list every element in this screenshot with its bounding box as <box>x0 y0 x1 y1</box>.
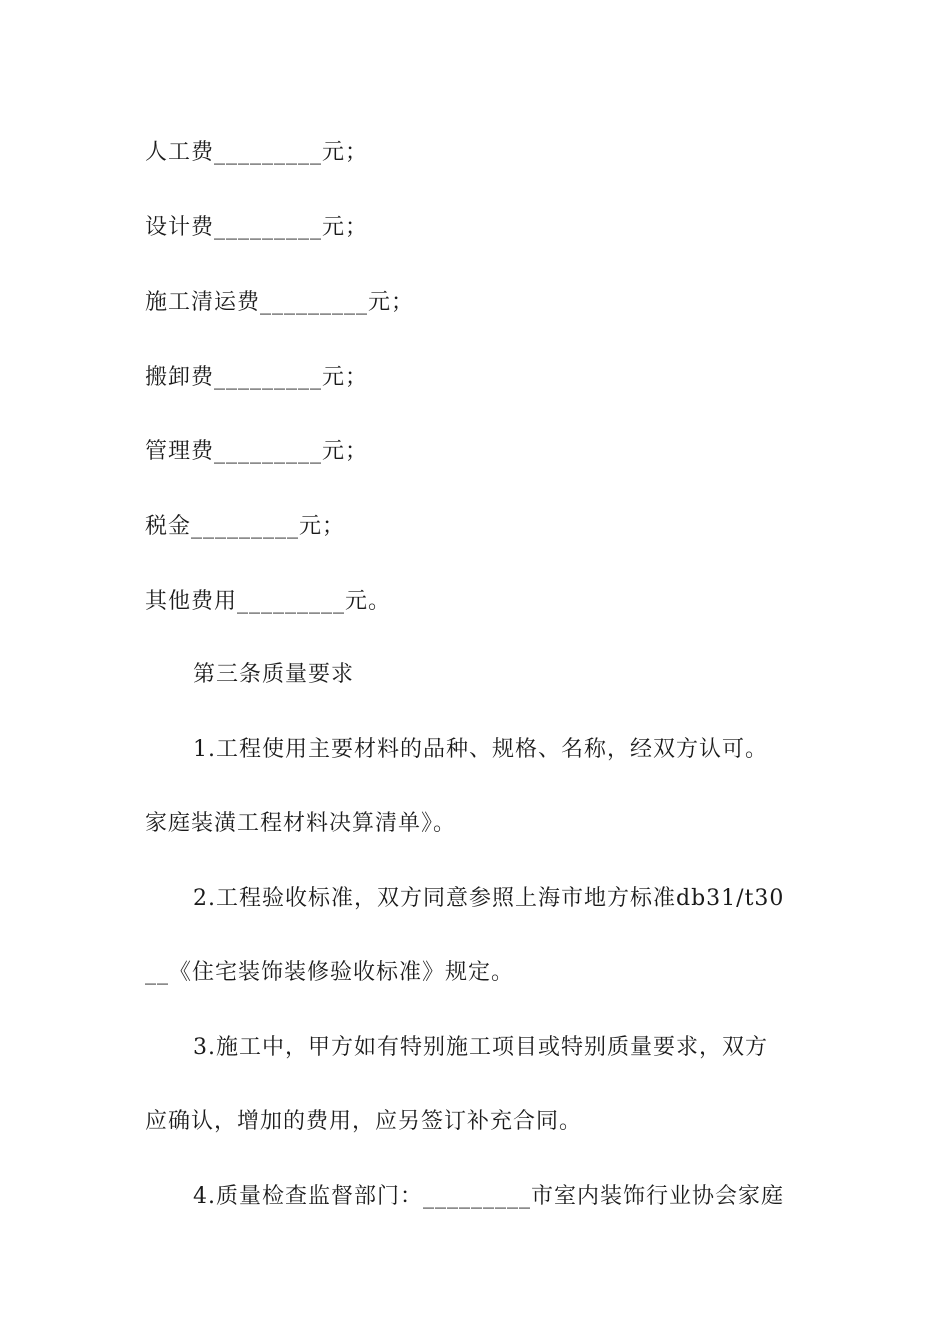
fee-line-other: 其他费用_________元。 <box>145 589 392 614</box>
fee-line-handling: 搬卸费_________元； <box>145 365 369 390</box>
fee-line-design: 设计费_________元； <box>145 215 369 240</box>
section-heading: 第三条质量要求 <box>193 662 355 687</box>
fee-line-cleanup: 施工清运费_________元； <box>145 290 415 315</box>
paragraph-line: 家庭装潢工程材料决算清单》。 <box>145 811 457 836</box>
paragraph-line: 3.施工中，甲方如有特别施工项目或特别质量要求，双方 <box>193 1035 768 1060</box>
paragraph-line: 2.工程验收标准，双方同意参照上海市地方标准db31/t30 <box>193 886 785 911</box>
fee-line-management: 管理费_________元； <box>145 439 369 464</box>
paragraph-line: __《住宅装饰装修验收标准》规定。 <box>145 960 515 985</box>
fee-line-tax: 税金_________元； <box>145 514 346 539</box>
paragraph-line: 1.工程使用主要材料的品种、规格、名称，经双方认可。 <box>193 737 768 762</box>
paragraph-line: 应确认，增加的费用，应另签订补充合同。 <box>145 1109 583 1134</box>
paragraph-line: 4.质量检查监督部门：_________市室内装饰行业协会家庭 <box>193 1184 784 1209</box>
fee-line-labor: 人工费_________元； <box>145 140 369 165</box>
